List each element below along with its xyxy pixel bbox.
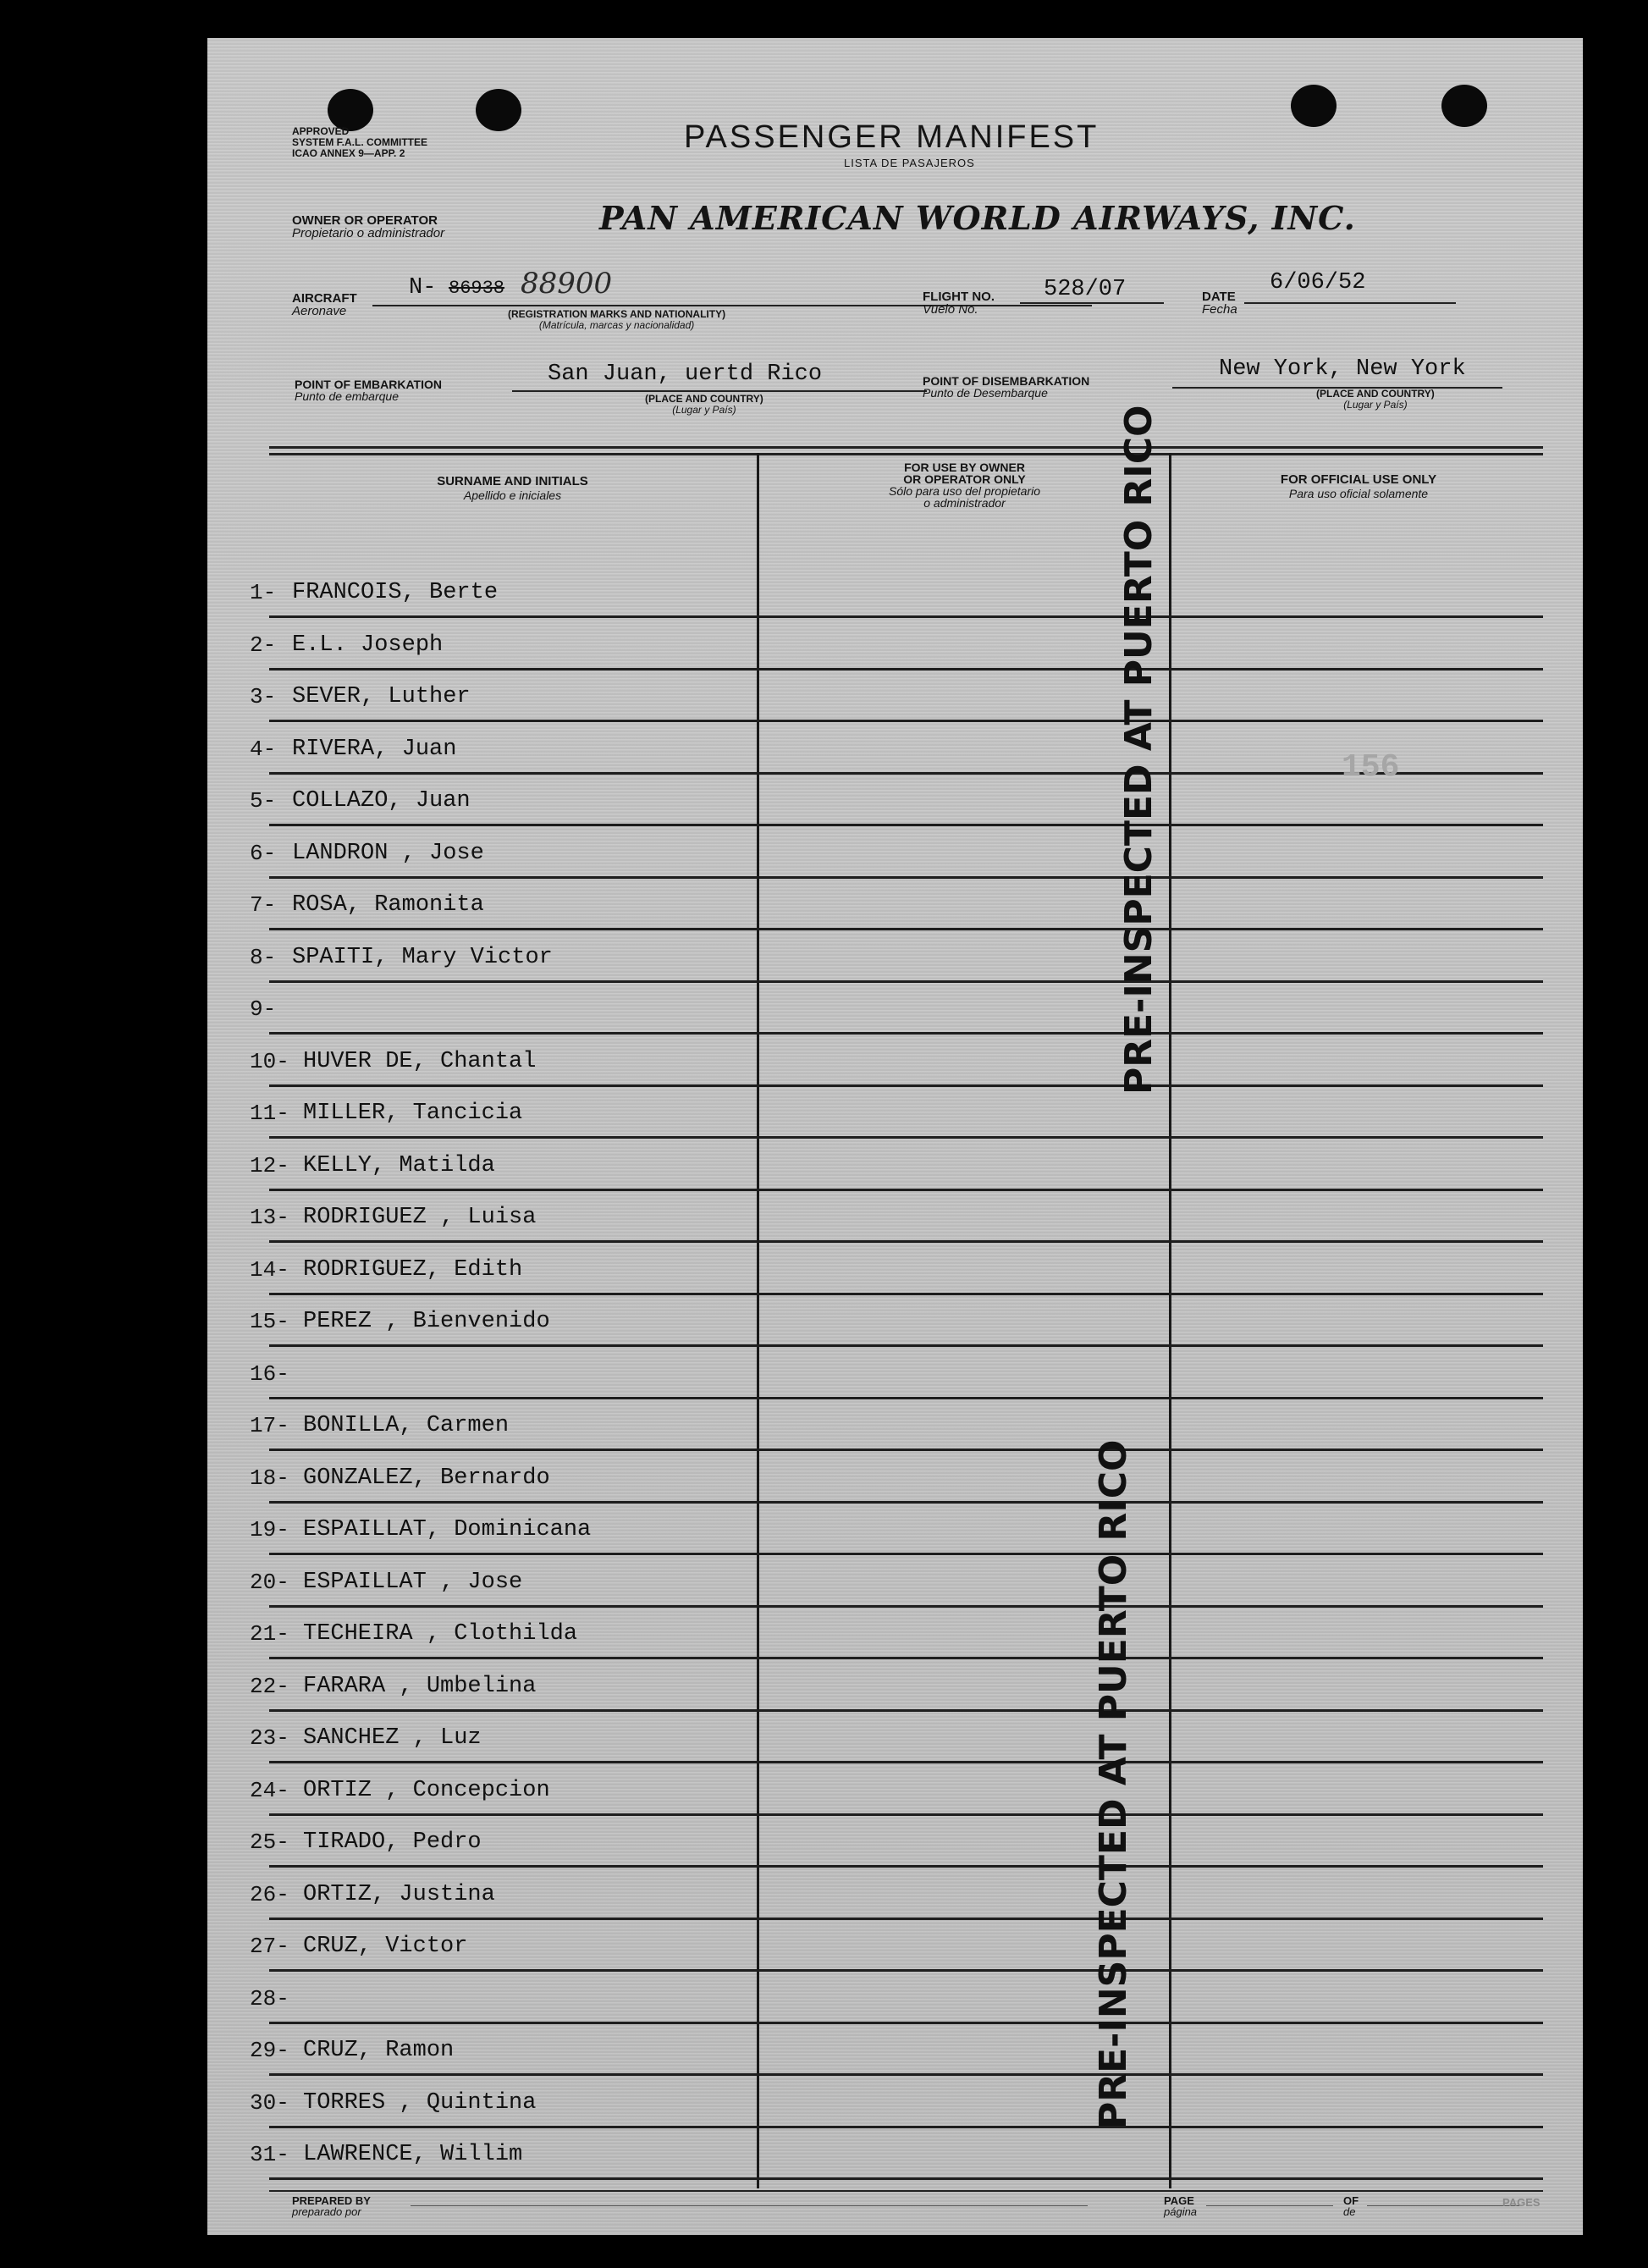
row-rule [269, 1084, 1543, 1087]
passenger-number: 2- [250, 632, 277, 658]
approval-block [292, 126, 427, 159]
row-rule [269, 1449, 1543, 1451]
passenger-number: 13- [250, 1205, 289, 1230]
passenger-number: 29- [250, 2038, 289, 2063]
row-rule [269, 1709, 1543, 1712]
passenger-number: 25- [250, 1829, 289, 1855]
registration-note: (REGISTRATION MARKS AND NATIONALITY) (Matrícula, marcas y nacionalidad) [508, 308, 726, 331]
row-rule [269, 1293, 1543, 1295]
column-header-surname: SURNAME AND INITIALS Apellido e iniciales [437, 474, 588, 502]
flight-label: FLIGHT NO. Vuelo No. [923, 290, 995, 317]
row-rule [269, 1813, 1543, 1816]
passenger-name: TIRADO, Pedro [303, 1829, 482, 1855]
passenger-number: 24- [250, 1777, 289, 1803]
approval-line: APPROVED [292, 125, 350, 137]
passenger-number: 6- [250, 840, 277, 866]
disembarkation-place-note: (PLACE AND COUNTRY) (Lugar y País) [1316, 388, 1435, 411]
punch-hole [1291, 85, 1337, 127]
row-rule [269, 1969, 1543, 1972]
passenger-number: 3- [250, 684, 277, 709]
passenger-name: E.L. Joseph [292, 632, 444, 658]
passenger-number: 16- [250, 1360, 289, 1387]
column-divider [1169, 453, 1171, 2188]
passenger-name: ROSA, Ramonita [292, 892, 484, 918]
passenger-name: ESPAILLAT , Jose [303, 1569, 523, 1595]
passenger-name: KELLY, Matilda [303, 1152, 495, 1178]
row-rule [269, 2177, 1543, 2180]
passenger-name: RIVERA, Juan [292, 736, 457, 762]
passenger-number: 4- [250, 736, 277, 762]
table-top-rule [269, 446, 1543, 449]
passenger-number: 22- [250, 1673, 289, 1699]
passenger-name: PEREZ , Bienvenido [303, 1309, 550, 1334]
passenger-name: HUVER DE, Chantal [303, 1048, 537, 1074]
disembarkation-place: New York, New York [1219, 356, 1466, 382]
aircraft-struck-number: 86938 [449, 278, 505, 299]
flight-date: 6/06/52 [1270, 270, 1366, 295]
passenger-number: 1- [250, 580, 277, 605]
passenger-name: TORRES , Quintina [303, 2089, 537, 2116]
row-rule [269, 668, 1543, 670]
passenger-number: 18- [250, 1465, 289, 1491]
passenger-name: TECHEIRA , Clothilda [303, 1621, 578, 1647]
owner-label: OWNER OR OPERATOR Propietario o administrador [292, 213, 445, 240]
passenger-number: 20- [250, 1569, 289, 1595]
passenger-name: GONZALEZ, Bernardo [303, 1465, 550, 1491]
flight-number: 528/07 [1044, 277, 1127, 302]
passenger-name: ORTIZ, Justina [303, 1881, 495, 1907]
passenger-name: COLLAZO, Juan [292, 788, 471, 814]
pre-inspected-stamp-upper: PRE-INSPECTED AT PUERTO RICO [1117, 405, 1160, 1095]
row-rule [269, 1032, 1543, 1035]
table-top-rule [269, 453, 1543, 455]
row-rule [269, 824, 1543, 826]
disembarkation-label: POINT OF DISEMBARKATION Punto de Desembarque [923, 374, 1090, 400]
document-title-es: LISTA DE PASAJEROS [844, 157, 975, 169]
manifest-page [207, 38, 1583, 2235]
row-rule [269, 1761, 1543, 1763]
passenger-number: 14- [250, 1256, 289, 1283]
passenger-number: 26- [250, 1881, 289, 1907]
column-header-official-use: FOR OFFICIAL USE ONLY Para uso oficial solamente [1280, 472, 1437, 500]
prepared-by-label: PREPARED BY preparado por [292, 2194, 371, 2218]
passenger-number: 9- [250, 996, 277, 1022]
passenger-name: SPAITI, Mary Victor [292, 944, 553, 970]
embarkation-label: POINT OF EMBARKATION Punto de embarque [295, 378, 442, 403]
pages-faint-label: PAGES [1502, 2196, 1541, 2209]
passenger-number: 8- [250, 944, 277, 970]
of-label: OF de [1343, 2194, 1359, 2218]
embarkation-place-note: (PLACE AND COUNTRY) (Lugar y País) [645, 393, 763, 416]
row-rule [269, 2073, 1543, 2076]
aircraft-prefix: N- [409, 275, 437, 301]
passenger-number: 5- [250, 788, 277, 814]
passenger-number: 19- [250, 1517, 289, 1542]
operator-name: PAN AMERICAN WORLD AIRWAYS, INC. [599, 199, 1356, 237]
passenger-name: ESPAILLAT, Dominicana [303, 1517, 592, 1542]
row-rule [269, 1136, 1543, 1139]
punch-hole [476, 89, 521, 131]
row-rule [269, 1344, 1543, 1347]
passenger-number: 30- [250, 2089, 289, 2116]
embarkation-place: San Juan, uertd Rico [548, 361, 823, 387]
column-header-owner-use: FOR USE BY OWNER OR OPERATOR ONLY Sólo para uso del propietario o administrador [888, 461, 1040, 510]
row-rule [269, 615, 1543, 618]
approval-line: ICAO ANNEX 9—APP. 2 [292, 147, 405, 159]
row-rule [269, 1501, 1543, 1504]
passenger-number: 28- [250, 1985, 289, 2011]
aircraft-label: AIRCRAFT Aeronave [292, 291, 357, 318]
date-underline [1244, 302, 1456, 304]
passenger-name: SANCHEZ , Luz [303, 1725, 482, 1751]
passenger-name: CRUZ, Victor [303, 1934, 468, 1959]
document-title: PASSENGER MANIFEST [684, 119, 1100, 155]
passenger-name: SEVER, Luther [292, 684, 471, 709]
row-rule [269, 1605, 1543, 1608]
embarkation-underline [512, 390, 927, 392]
row-rule [269, 1918, 1543, 1920]
passenger-name: LAWRENCE, Willim [303, 2142, 523, 2167]
official-number-stamp: 156 [1342, 749, 1400, 786]
passenger-name: CRUZ, Ramon [303, 2038, 455, 2063]
passenger-number: 11- [250, 1101, 289, 1126]
passenger-name: MILLER, Tancicia [303, 1101, 523, 1126]
passenger-number: 17- [250, 1413, 289, 1438]
row-rule [269, 876, 1543, 879]
row-rule [269, 980, 1543, 983]
passenger-number: 21- [250, 1621, 289, 1647]
punch-hole [1441, 85, 1487, 127]
row-rule [269, 1657, 1543, 1659]
passenger-number: 27- [250, 1934, 289, 1959]
passenger-number: 31- [250, 2142, 289, 2167]
passenger-name: RODRIGUEZ , Luisa [303, 1205, 537, 1230]
approval-line: SYSTEM F.A.L. COMMITTEE [292, 136, 428, 148]
date-label: DATE Fecha [1202, 290, 1237, 317]
passenger-name: LANDRON , Jose [292, 840, 484, 866]
of-underline [1367, 2205, 1519, 2206]
column-divider [757, 453, 759, 2188]
passenger-number: 7- [250, 892, 277, 918]
pre-inspected-stamp-lower: PRE-INSPECTED AT PUERTO RICO [1092, 1439, 1135, 2129]
passenger-number: 12- [250, 1152, 289, 1178]
row-rule [269, 928, 1543, 930]
passenger-name: BONILLA, Carmen [303, 1413, 510, 1438]
passenger-number: 10- [250, 1048, 289, 1074]
aircraft-handwritten-number: 88900 [521, 267, 613, 301]
passenger-number: 23- [250, 1725, 289, 1751]
passenger-name: FARARA , Umbelina [303, 1673, 537, 1699]
row-rule [269, 1397, 1543, 1399]
passenger-name: RODRIGUEZ, Edith [303, 1256, 523, 1283]
row-rule [269, 2022, 1543, 2024]
flight-underline [1020, 302, 1164, 304]
page-underline [1206, 2205, 1333, 2206]
footer-rule [269, 2190, 1543, 2192]
row-rule [269, 2126, 1543, 2128]
row-rule [269, 720, 1543, 722]
row-rule [269, 1865, 1543, 1868]
page-label: PAGE página [1164, 2194, 1198, 2218]
row-rule [269, 1240, 1543, 1243]
row-rule [269, 1553, 1543, 1555]
passenger-name: FRANCOIS, Berte [292, 580, 499, 605]
passenger-number: 15- [250, 1309, 289, 1334]
row-rule [269, 1189, 1543, 1191]
prepared-by-underline [411, 2205, 1088, 2206]
passenger-name: ORTIZ , Concepcion [303, 1777, 550, 1803]
